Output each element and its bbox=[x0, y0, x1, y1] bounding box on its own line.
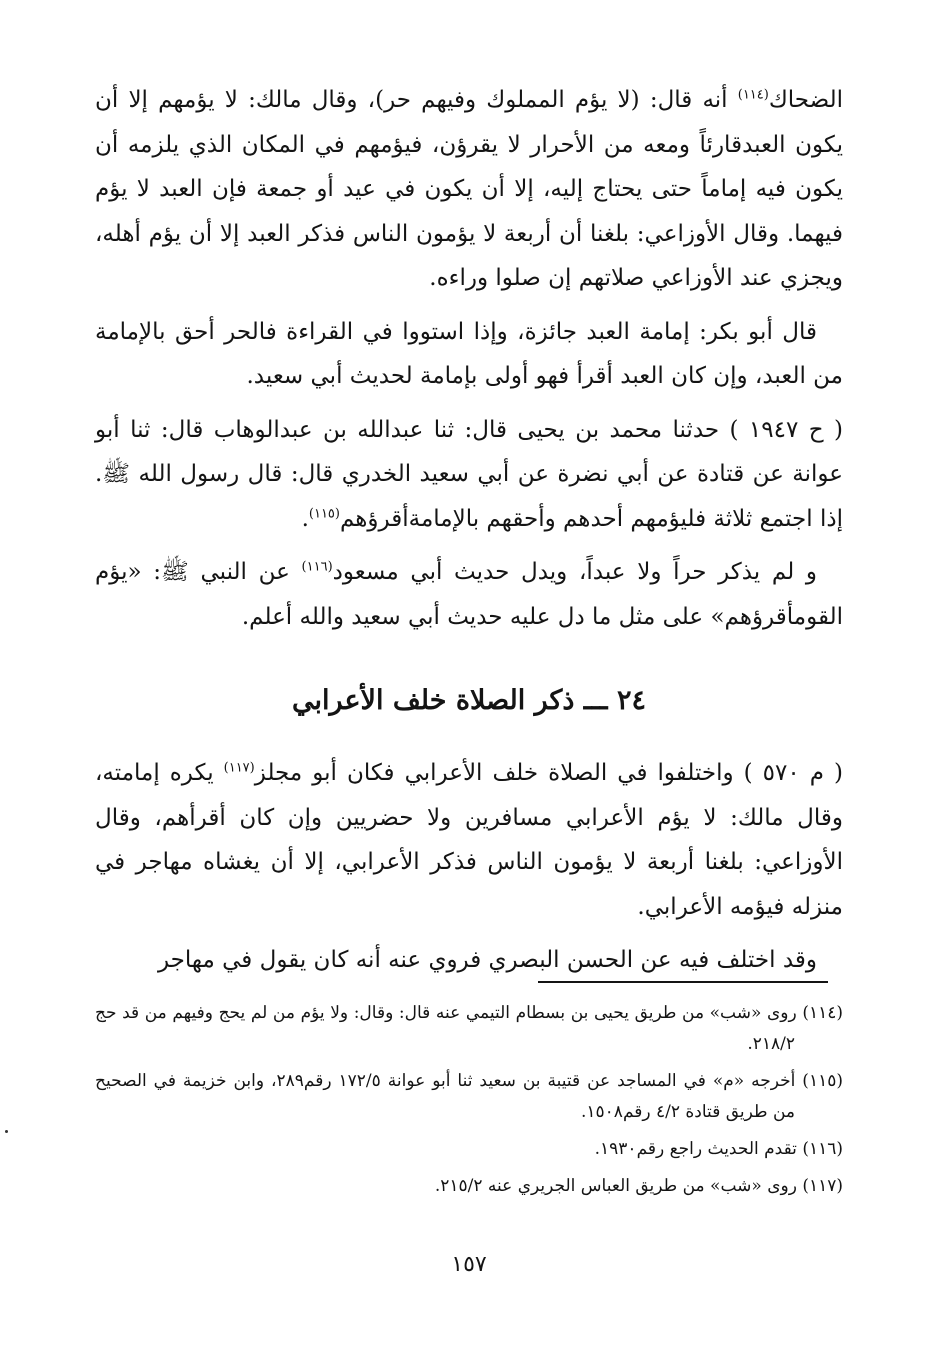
footnote-ref-117[interactable]: (١١٧) bbox=[223, 760, 255, 776]
footnote-117: (١١٧) روى «شب» من طريق العباس الجريري عنه ٢١٥/٢. bbox=[434, 1176, 843, 1196]
footnotes bbox=[95, 998, 843, 1208]
paragraph-5 bbox=[95, 751, 843, 929]
footnote-114: (١١٤) روى «شب» من طريق يحيى بن بسطام التيمي عنه قال: وقال: ولا يؤم من لم يحج وفيهم من قد حج ٢١٨/٢. bbox=[95, 1003, 843, 1054]
paragraph-3-text-end: . bbox=[301, 505, 309, 532]
paragraph-4-text-end: عن النبي ﷺ: «يؤم القومأقرؤهم» على مثل ما دل عليه حديث أبي سعيد والله أعلم. bbox=[95, 559, 843, 630]
paragraph-4 bbox=[95, 550, 843, 639]
paragraph-1-text-end: أنه قال: (لا يؤم المملوك وفيهم حر)، وقال مالك: لا يؤمهم إلا أن يكون العبدقارئاً ومعه من الأحرار لا يقرؤن، فيؤمهم في المكان الذي يلزمه أن يكون فيه إماماً حتى يحتاج إليه، إلا أن يكون في عيد أو جمعة فإن العبد لا يؤم فيهما. وقال الأوزاعي: بلغنا أن أربعة لا يؤمون الناس فذكر العبد إلا أن يؤم أهله، ويجزي عند الأوزاعي صلاتهم إن صلوا وراءه. bbox=[95, 87, 843, 291]
footnote-divider bbox=[538, 981, 828, 983]
footnote-ref-116[interactable]: (١١٦) bbox=[301, 559, 333, 575]
paragraph-3-text-start: ( ح ١٩٤٧ ) حدثنا محمد بن يحيى قال: ثنا عبدالله بن عبدالوهاب قال: ثنا أبو عوانة عن قتادة عن أبي نضرة عن أبي سعيد الخدري قال: قال رسول الله ﷺ. إذا اجتمع ثلاثة فليؤمهم أحدهم وأحقهم بالإمامةأقرؤهم bbox=[95, 416, 843, 532]
paragraph-6: وقد اختلف فيه عن الحسن البصري فروي عنه أنه كان يقول في مهاجر bbox=[157, 947, 817, 973]
footnote-116: (١١٦) تقدم الحديث راجع رقم١٩٣٠. bbox=[594, 1139, 843, 1159]
paragraph-5-text-start: ( م ٥٧٠ ) واختلفوا في الصلاة خلف الأعرابي فكان أبو مجلز bbox=[254, 760, 843, 786]
footnote-115: (١١٥) أخرجه «م» في المساجد عن قتيبة بن سعيد ثنا أبو عوانة ١٧٢/٥ رقم٢٨٩، وابن خزيمة في الصحيح من طريق قتادة ٤/٢ رقم١٥٠٨. bbox=[95, 1071, 843, 1122]
page-number: ١٥٧ bbox=[451, 1252, 487, 1277]
footnote-ref-115[interactable]: (١١٥) bbox=[308, 505, 340, 521]
footnote-ref-114[interactable]: (١١٤) bbox=[737, 87, 769, 103]
scan-speck bbox=[5, 1130, 8, 1133]
paragraph-1-text-start: الضحاك bbox=[768, 87, 843, 113]
paragraph-1 bbox=[95, 78, 843, 301]
paragraph-5-text-end: يكره إمامته، وقال مالك: لا يؤم الأعرابي مسافرين ولا حضريين وإن كان أقرأهم، وقال الأوزاعي: بلغنا أربعة لا يؤمون الناس فذكر الأعرابي، إلا أن يغشاه مهاجر في منزله فيؤمه الأعرابي. bbox=[95, 760, 843, 920]
paragraph-3 bbox=[95, 408, 843, 542]
paragraph-2: قال أبو بكر: إمامة العبد جائزة، وإذا استووا في القراءة فالحر أحق بالإمامة من العبد، وإن كان العبد أقرأ فهو أولى بإمامة لحديث أبي سعيد. bbox=[95, 318, 843, 389]
section-heading: ٢٤ ـــ ذكر الصلاة خلف الأعرابي bbox=[292, 685, 646, 716]
paragraph-4-text-start: و لم يذكر حراً ولا عبداً، ويدل حديث أبي مسعود bbox=[332, 559, 817, 585]
main-text bbox=[95, 78, 843, 992]
